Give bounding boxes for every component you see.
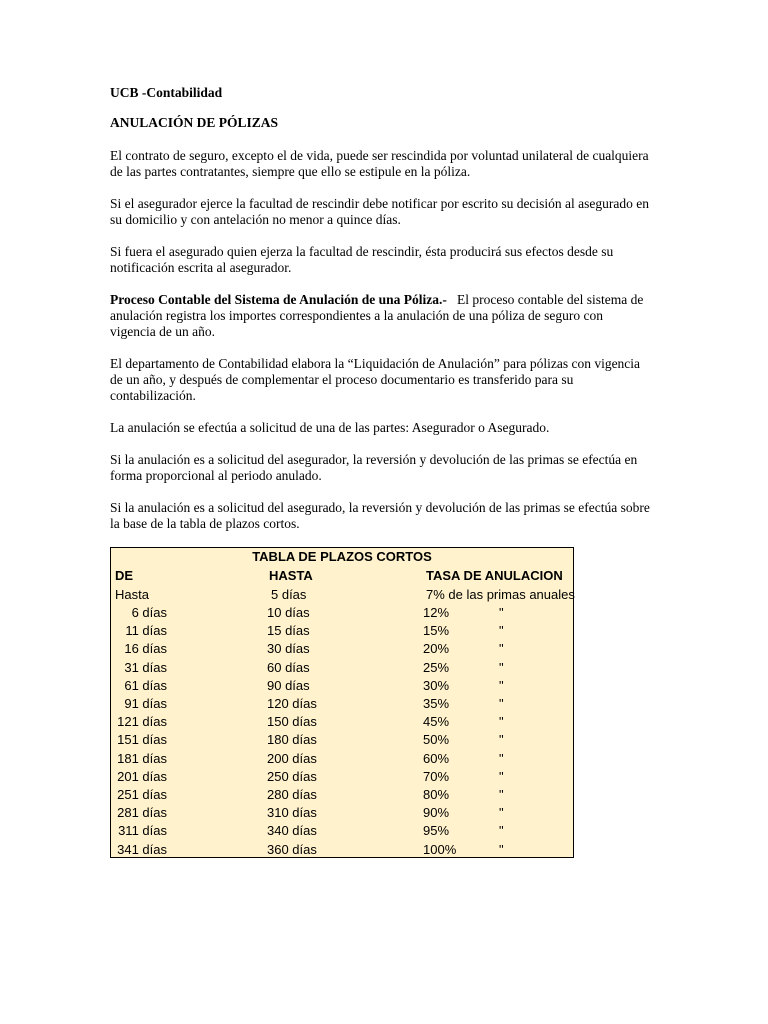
table-row <box>111 586 573 604</box>
cell-tasa: 7% de las primas anuales <box>426 587 575 602</box>
cell-ditto-mark: " <box>499 641 504 657</box>
cell-hasta: 250 días <box>267 768 317 784</box>
cell-de: 6 días <box>131 605 167 620</box>
cell-de: 11 días <box>125 623 167 639</box>
table-header-row <box>111 567 573 585</box>
paragraph: Si la anulación es a solicitud del asegurador, la reversión y devolución de las primas se efectúa en forma proporcional al periodo anulado. <box>110 452 638 483</box>
table-row <box>111 713 573 731</box>
page-title: ANULACIÓN DE PÓLIZAS <box>110 115 279 130</box>
cell-tasa: 60% <box>423 750 450 766</box>
table-row <box>111 750 573 768</box>
cell-ditto-mark: " <box>499 823 504 839</box>
cell-hasta: 200 días <box>267 750 317 766</box>
cell-hasta: 340 días <box>267 823 317 839</box>
short-term-rates-table <box>110 547 574 858</box>
cell-ditto-mark: " <box>499 841 504 857</box>
cell-de: 16 días <box>124 641 167 657</box>
table-row <box>111 677 573 695</box>
cell-hasta: 280 días <box>267 787 317 802</box>
cell-hasta: 90 días <box>267 677 310 693</box>
header-de: DE <box>115 568 134 583</box>
cell-tasa: 20% <box>423 641 450 657</box>
cell-tasa: 12% <box>423 605 450 620</box>
cell-ditto-mark: " <box>499 605 504 620</box>
table-title: TABLA DE PLAZOS CORTOS <box>252 549 432 564</box>
cell-ditto-mark: " <box>499 659 504 675</box>
table-row <box>111 768 573 786</box>
cell-ditto-mark: " <box>499 732 504 748</box>
paragraph: Si el asegurador ejerce la facultad de rescindir debe notificar por escrito su decisión al asegurado en su domicilio y con antelación no menor a quince días. <box>110 196 650 227</box>
table-row <box>111 695 573 713</box>
process-lead: Proceso Contable del Sistema de Anulación de una Póliza.- <box>110 292 447 307</box>
cell-hasta: 60 días <box>267 659 310 675</box>
paragraph: La anulación se efectúa a solicitud de una de las partes: Asegurador o Asegurado. <box>110 420 550 435</box>
cell-de: 61 días <box>124 677 167 693</box>
cell-de: 251 días <box>117 787 167 802</box>
cell-hasta: 30 días <box>267 641 310 657</box>
cell-hasta: 10 días <box>267 605 310 620</box>
cell-ditto-mark: " <box>499 623 504 639</box>
table-row <box>111 659 573 677</box>
cell-ditto-mark: " <box>499 696 504 711</box>
organization-heading: UCB -Contabilidad <box>110 85 223 100</box>
cell-de: 31 días <box>124 659 167 675</box>
table-row <box>111 622 573 640</box>
cell-hasta: 120 días <box>267 696 317 711</box>
table-row <box>111 804 573 822</box>
cell-tasa: 70% <box>423 768 450 784</box>
cell-tasa: 45% <box>423 714 450 730</box>
cell-ditto-mark: " <box>499 787 504 802</box>
cell-de: 151 días <box>117 732 167 748</box>
cell-ditto-mark: " <box>499 768 504 784</box>
cell-de: Hasta <box>115 587 149 602</box>
cell-de: 91 días <box>124 696 167 711</box>
table-row <box>111 841 573 859</box>
cell-ditto-mark: " <box>499 805 504 821</box>
document-body <box>110 84 650 548</box>
cell-ditto-mark: " <box>499 714 504 730</box>
header-hasta: HASTA <box>269 568 313 583</box>
cell-hasta: 150 días <box>267 714 317 730</box>
paragraph: Si fuera el asegurado quien ejerza la facultad de rescindir, ésta producirá sus efectos desde su notificación escrita al asegurador. <box>110 244 614 275</box>
cell-tasa: 50% <box>423 732 450 748</box>
cell-de: 121 días <box>117 714 167 730</box>
cell-tasa: 35% <box>423 696 450 711</box>
table-row <box>111 822 573 840</box>
process-paragraph <box>110 292 650 340</box>
cell-de: 201 días <box>117 768 167 784</box>
cell-ditto-mark: " <box>499 677 504 693</box>
table-row <box>111 731 573 749</box>
cell-hasta: 180 días <box>267 732 317 748</box>
cell-tasa: 100% <box>423 841 457 857</box>
cell-tasa: 25% <box>423 659 450 675</box>
table-row <box>111 640 573 658</box>
table-row <box>111 786 573 804</box>
paragraph: El departamento de Contabilidad elabora la “Liquidación de Anulación” para pólizas con vigencia de un año, y después de complementar el proceso documentario es transferido para su contabilización. <box>110 356 641 403</box>
process-text: El proceso contable del sistema de anulación registra los importes correspondientes a la anulación de una póliza de seguro con vigencia de un año. <box>110 292 644 339</box>
cell-de: 181 días <box>117 750 167 766</box>
cell-hasta: 15 días <box>267 623 310 639</box>
paragraph: Si la anulación es a solicitud del asegurado, la reversión y devolución de las primas se efectúa sobre la base de la tabla de plazos cortos. <box>110 500 650 531</box>
cell-de: 311 días <box>118 823 167 839</box>
cell-tasa: 15% <box>423 623 450 639</box>
cell-tasa: 80% <box>423 787 450 802</box>
cell-de: 341 días <box>117 841 167 857</box>
header-tasa: TASA DE ANULACION <box>426 568 563 583</box>
cell-tasa: 95% <box>423 823 450 839</box>
cell-ditto-mark: " <box>499 750 504 766</box>
cell-hasta: 5 días <box>271 587 307 602</box>
paragraph: El contrato de seguro, excepto el de vida, puede ser rescindida por voluntad unilateral de cualquiera de las partes contratantes, siempre que ello se estipule en la póliza. <box>110 148 649 179</box>
cell-hasta: 360 días <box>267 841 317 857</box>
cell-tasa: 90% <box>423 805 450 821</box>
cell-hasta: 310 días <box>267 805 317 821</box>
cell-tasa: 30% <box>423 677 450 693</box>
cell-de: 281 días <box>117 805 167 821</box>
table-row <box>111 604 573 622</box>
